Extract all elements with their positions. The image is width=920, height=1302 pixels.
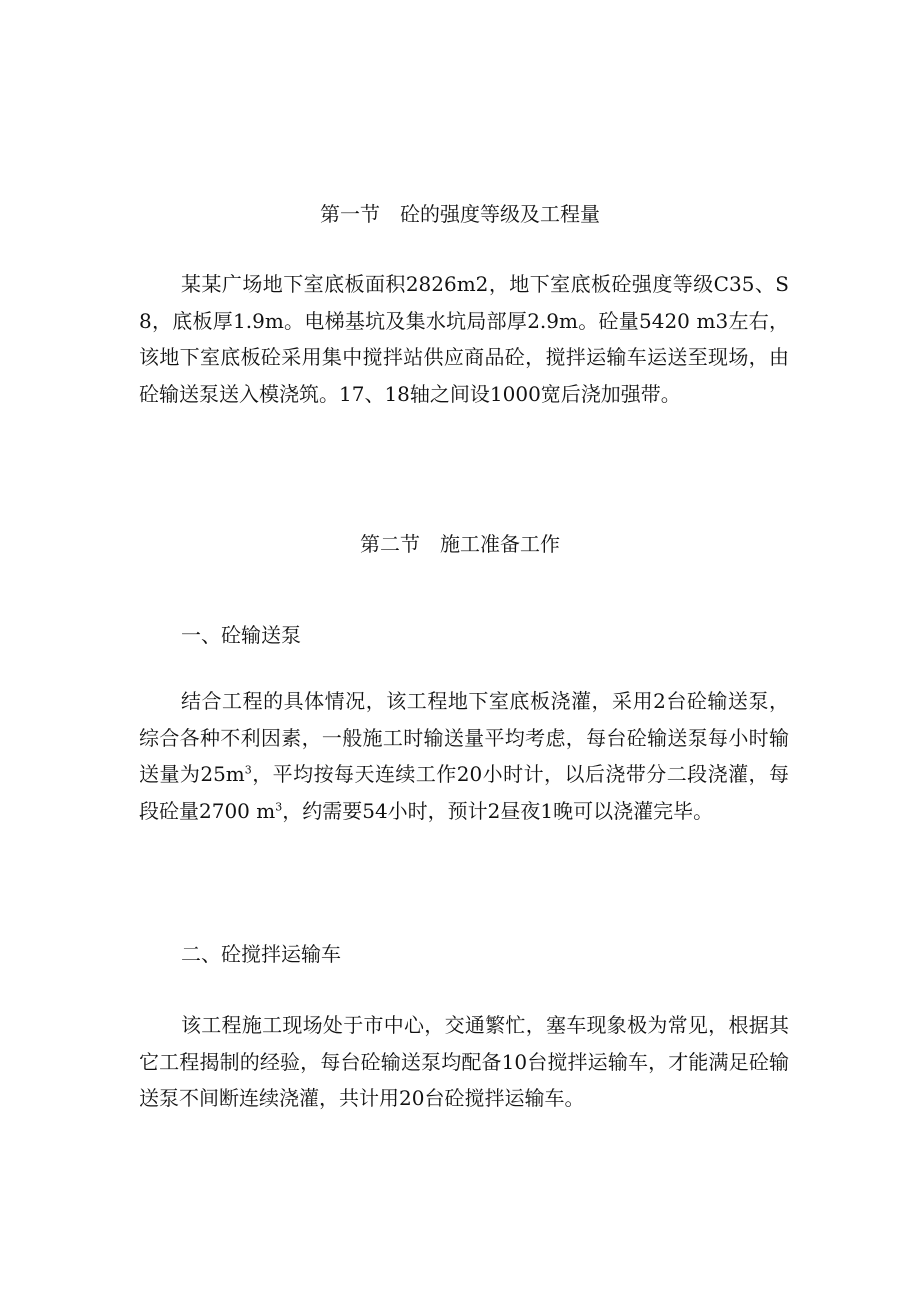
paragraph-text: 结合工程的具体情况，该工程地下室底板浇灌，采用2台砼输送泵，综合各种不利因素，一般施工时输送量平均考虑，每台砼输送泵每小时输送量为25m [139,689,789,786]
superscript-cubic: 3 [275,799,283,813]
subsection-1-heading: 一、砼输送泵 [181,623,301,647]
section-2-title: 第二节 施工准备工作 [360,532,560,556]
paragraph-text: ，约需要54小时，预计2昼夜1晚可以浇灌完毕。 [282,798,714,823]
subsection-2-paragraph: 该工程施工现场处于市中心，交通繁忙，塞车现象极为常见，根据其它工程揭制的经验，每台砼输送泵均配备10台搅拌运输车，才能满足砼输送泵不间断连续浇灌，共计用20台砼搅拌运输车。 [139,1013,789,1110]
subsection-1-paragraph [139,683,789,829]
superscript-cubic: 3 [244,763,252,777]
paragraph-text: ，平均按每天连续工作20小时计，以后浇带分二段浇灌，每段砼量2700 m [139,762,789,823]
section-1-title: 第一节 砼的强度等级及工程量 [320,202,600,226]
section-1-paragraph: 某某广场地下室底板面积2826m2，地下室底板砼强度等级C35、S8，底板厚1.9m。电梯基坑及集水坑局部厚2.9m。砼量5420 m3左右，该地下室底板砼采用集中搅拌站供应商品砼，搅拌运输车运送至现场，由砼输送泵送入模浇筑。17、18轴之间设1000宽后浇加强带。 [139,272,789,406]
subsection-2-heading: 二、砼搅拌运输车 [181,942,341,966]
